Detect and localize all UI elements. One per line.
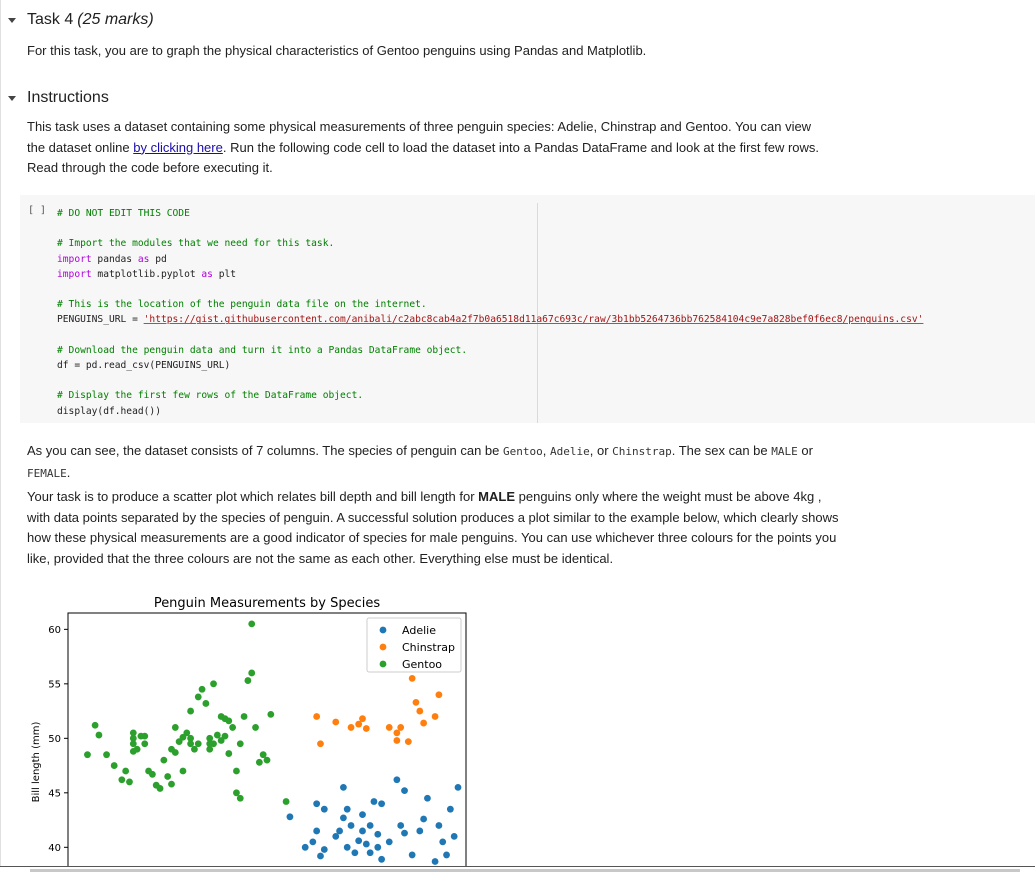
code-text: pandas — [91, 253, 138, 265]
y-axis-label: Bill length (mm) — [31, 721, 42, 803]
code-text: df = pd.read_csv(PENGUINS_URL) — [57, 360, 231, 372]
data-point-gentoo — [141, 733, 148, 740]
data-point-chinstrap — [386, 724, 393, 731]
data-point-gentoo — [233, 768, 240, 775]
inline-code: Gentoo — [503, 445, 543, 458]
data-point-adelie — [344, 806, 351, 813]
data-point-adelie — [363, 841, 370, 848]
code-comment: # Import the modules that we need for this task. — [57, 238, 335, 250]
code-keyword: as — [201, 268, 213, 280]
data-point-chinstrap — [313, 713, 320, 720]
data-point-gentoo — [141, 740, 148, 747]
data-point-chinstrap — [405, 738, 412, 745]
data-point-adelie — [317, 853, 324, 860]
data-point-adelie — [340, 784, 347, 791]
data-point-gentoo — [134, 746, 141, 753]
data-point-gentoo — [199, 686, 206, 693]
collapse-caret-icon[interactable] — [8, 96, 16, 101]
data-point-adelie — [432, 858, 439, 865]
data-point-adelie — [439, 838, 446, 845]
horizontal-scrollbar[interactable] — [0, 866, 1035, 887]
data-point-chinstrap — [348, 724, 355, 731]
code-string: 'https://gist.githubusercontent.com/anibali/c2abc8cab4a2f7b0a6518d11a67c693c/raw/3b1bb5264736bb762584104c9e7a828bef0f6ec8/penguins.csv' — [143, 314, 924, 326]
data-point-gentoo — [96, 732, 103, 739]
inline-code: Adelie — [549, 445, 590, 458]
data-point-adelie — [367, 822, 374, 829]
data-point-gentoo — [149, 771, 156, 778]
scroll-thumb[interactable] — [30, 869, 1020, 872]
legend-marker — [380, 644, 387, 651]
code-text: matplotlib.pyplot — [91, 268, 202, 280]
task-intro: For this task, you are to graph the physical characteristics of Gentoo penguins using Pandas and Matplotlib. — [27, 43, 647, 58]
code-keyword: import — [57, 268, 92, 280]
legend-marker — [380, 627, 387, 634]
data-point-gentoo — [237, 740, 244, 747]
data-point-gentoo — [206, 746, 213, 753]
data-point-adelie — [309, 838, 316, 845]
task-heading[interactable] — [8, 11, 154, 29]
text-span: . — [66, 464, 71, 480]
data-point-adelie — [321, 806, 328, 813]
code-comment: # Display the first few rows of the DataFrame object. — [57, 390, 364, 402]
data-point-chinstrap — [420, 720, 427, 727]
data-point-chinstrap — [393, 737, 400, 744]
data-point-chinstrap — [363, 725, 370, 732]
data-point-adelie — [313, 800, 320, 807]
instructions-title: Instructions — [27, 89, 109, 106]
data-point-adelie — [386, 838, 393, 845]
data-point-gentoo — [118, 776, 125, 783]
text-span: penguins only where the weight must be above 4kg , with data points separated by the species of penguin. A successful solution produces a plot similar to the example below, which clearly shows how these physical measurements are a good indicator of species for male penguins. You can use whichever three colours for the points you like, provided that the three colours are not the same as each other. Everything else must be identical. — [27, 489, 839, 566]
data-point-gentoo — [168, 746, 175, 753]
inline-code: MALE — [771, 445, 798, 458]
data-point-adelie — [451, 833, 458, 840]
data-point-gentoo — [267, 711, 274, 718]
code-keyword: import — [57, 253, 92, 265]
text-span: , or — [589, 443, 613, 458]
data-point-chinstrap — [317, 740, 324, 747]
data-point-gentoo — [210, 680, 217, 687]
data-point-chinstrap — [436, 691, 443, 698]
y-tick-label: 55 — [48, 679, 61, 691]
data-point-gentoo — [164, 773, 171, 780]
data-point-adelie — [355, 837, 362, 844]
data-point-gentoo — [157, 785, 164, 792]
data-point-gentoo — [187, 708, 194, 715]
data-point-gentoo — [103, 751, 110, 758]
legend-label: Chinstrap — [402, 641, 455, 654]
data-point-chinstrap — [432, 713, 439, 720]
code-text: plt — [212, 268, 237, 280]
collapse-caret-icon[interactable] — [8, 18, 16, 23]
data-point-adelie — [374, 831, 381, 838]
data-point-gentoo — [256, 759, 263, 766]
data-point-gentoo — [248, 620, 255, 627]
text-span: . Run the following code cell to load the dataset into a Pandas DataFrame and look at the first few rows. Read through the code before executing it. — [27, 139, 820, 175]
data-point-gentoo — [195, 694, 202, 701]
text-span: . The sex can be — [671, 443, 772, 458]
code-text: pd — [149, 253, 167, 265]
code-text: PENGUINS_URL = — [57, 314, 144, 326]
data-point-gentoo — [248, 670, 255, 677]
data-point-gentoo — [283, 798, 290, 805]
data-point-adelie — [447, 806, 454, 813]
data-point-gentoo — [111, 762, 118, 769]
data-point-chinstrap — [397, 724, 404, 731]
data-point-chinstrap — [332, 719, 339, 726]
data-point-gentoo — [237, 795, 244, 802]
instructions-heading[interactable] — [8, 89, 109, 107]
data-point-gentoo — [245, 677, 252, 684]
data-point-gentoo — [122, 768, 129, 775]
data-point-adelie — [416, 828, 423, 835]
inline-code: FEMALE — [27, 466, 67, 480]
data-point-adelie — [351, 849, 358, 856]
inline-code: Chinstrap — [612, 445, 672, 458]
code-keyword: as — [137, 253, 150, 265]
data-point-chinstrap — [409, 675, 416, 682]
data-point-adelie — [359, 811, 366, 818]
legend-marker — [380, 661, 387, 668]
code-comment: # DO NOT EDIT THIS CODE — [57, 208, 190, 219]
data-point-adelie — [287, 813, 294, 820]
legend-label: Adelie — [402, 624, 436, 637]
example-scatter-chart — [25, 590, 485, 867]
text-span: or — [797, 443, 813, 458]
data-point-adelie — [313, 828, 320, 835]
data-point-adelie — [344, 844, 351, 851]
data-point-gentoo — [172, 724, 179, 731]
data-point-adelie — [340, 814, 347, 821]
data-point-adelie — [302, 844, 309, 851]
data-point-adelie — [321, 846, 328, 853]
data-point-gentoo — [84, 751, 91, 758]
chart-title: Penguin Measurements by Species — [153, 596, 381, 611]
y-tick-label: 50 — [48, 733, 61, 745]
data-point-gentoo — [222, 733, 229, 740]
data-point-gentoo — [229, 724, 236, 731]
dataset-description — [27, 441, 847, 484]
data-point-gentoo — [222, 715, 229, 722]
dataset-link[interactable]: by clicking here — [133, 139, 223, 155]
data-point-adelie — [436, 822, 443, 829]
data-point-adelie — [348, 822, 355, 829]
data-point-adelie — [397, 822, 404, 829]
data-point-adelie — [336, 828, 343, 835]
data-point-adelie — [367, 849, 374, 856]
legend-label: Gentoo — [402, 658, 443, 671]
task-marks: (25 marks) — [77, 11, 154, 28]
text-span: This task uses a dataset containing some physical measurements of three penguin species: Adelie, Chinstrap and Gentoo. You can view the dataset online — [27, 119, 812, 155]
data-point-adelie — [374, 844, 381, 851]
data-point-gentoo — [252, 724, 259, 731]
data-point-adelie — [420, 816, 427, 823]
data-point-adelie — [359, 828, 366, 835]
data-point-adelie — [393, 776, 400, 783]
data-point-adelie — [378, 800, 385, 807]
data-point-gentoo — [264, 757, 271, 764]
data-point-adelie — [401, 787, 408, 794]
data-point-adelie — [455, 784, 462, 791]
code-comment: # Download the penguin data and turn it into a Pandas DataFrame object. — [57, 344, 468, 356]
data-point-chinstrap — [416, 708, 423, 715]
data-point-gentoo — [225, 750, 232, 757]
data-point-adelie — [378, 856, 385, 863]
data-point-adelie — [409, 852, 416, 859]
data-point-gentoo — [187, 740, 194, 747]
text-span: As you can see, the dataset consists of 7 columns. The species of penguin can be — [27, 443, 503, 458]
code-cell[interactable] — [20, 195, 1035, 423]
task-title: Task 4 — [27, 11, 74, 28]
data-point-gentoo — [241, 713, 248, 720]
notebook-left-rule — [0, 0, 1, 867]
task-description — [27, 487, 842, 569]
data-point-gentoo — [168, 781, 175, 788]
data-point-gentoo — [92, 722, 99, 729]
data-point-adelie — [424, 795, 431, 802]
plot-area — [48, 613, 466, 867]
instructions-paragraph — [27, 117, 827, 179]
data-point-adelie — [401, 830, 408, 837]
y-tick-label: 45 — [48, 788, 61, 800]
run-cell-button[interactable]: [ ] — [28, 205, 47, 216]
data-point-gentoo — [126, 779, 133, 786]
data-point-gentoo — [202, 700, 209, 707]
data-point-chinstrap — [359, 715, 366, 722]
code-comment: # This is the location of the penguin data file on the internet. — [57, 299, 427, 311]
code-text: display(df.head()) — [57, 405, 161, 417]
y-tick-label: 40 — [48, 842, 61, 854]
data-point-gentoo — [160, 757, 167, 764]
data-point-gentoo — [195, 740, 202, 747]
data-point-adelie — [443, 852, 450, 859]
y-tick-label: 60 — [48, 624, 61, 636]
data-point-chinstrap — [413, 699, 420, 706]
code-editor[interactable] — [57, 206, 923, 419]
data-point-gentoo — [180, 768, 187, 775]
text-span: , — [542, 443, 550, 458]
bold-text: MALE — [478, 489, 516, 504]
data-point-adelie — [371, 798, 378, 805]
text-span: Your task is to produce a scatter plot which relates bill depth and bill length for — [27, 489, 479, 504]
